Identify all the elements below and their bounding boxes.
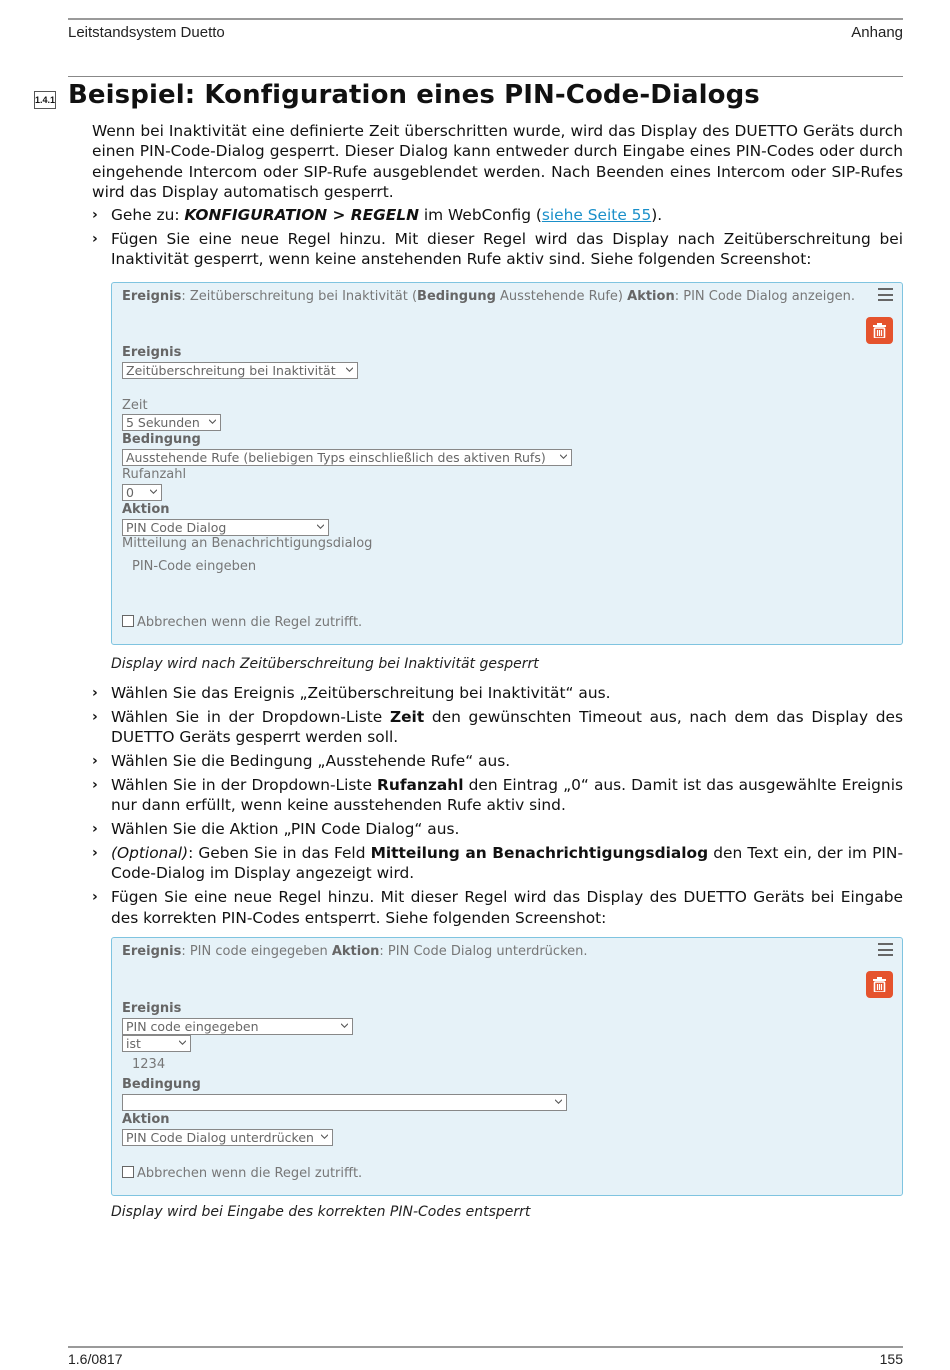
chevron-right-icon: › [92, 231, 98, 248]
chevron-down-icon [346, 366, 353, 373]
ereignis-label: Ereignis [122, 1001, 182, 1016]
chevron-down-icon [317, 523, 324, 530]
zeit-label: Zeit [122, 398, 148, 413]
abbrechen-checkbox[interactable]: Abbrechen wenn die Regel zutrifft. [122, 1166, 362, 1181]
chevron-down-icon [555, 1098, 562, 1105]
chevron-right-icon: › [92, 889, 98, 906]
list-item: › Wählen Sie das Ereignis „Zeitüberschreitung bei Inaktivität“ aus. [92, 684, 611, 702]
ereignis-select[interactable]: Zeitüberschreitung bei Inaktivität [122, 362, 358, 379]
ereignis-label: Ereignis [122, 345, 182, 360]
bedingung-select[interactable]: Ausstehende Rufe (beliebigen Typs einschließlich des aktiven Rufs) [122, 449, 572, 466]
chevron-right-icon: › [92, 753, 98, 770]
section-title: Beispiel: Konfiguration eines PIN-Code-Dialogs [68, 80, 760, 110]
mitteilung-textarea[interactable]: PIN-Code eingeben [122, 555, 894, 599]
chevron-down-icon [560, 453, 567, 460]
abbrechen-checkbox[interactable]: Abbrechen wenn die Regel zutrifft. [122, 615, 362, 630]
rufanzahl-select[interactable]: 0 [122, 484, 162, 501]
chevron-down-icon [209, 418, 216, 425]
intro-block [92, 121, 903, 273]
chevron-right-icon: › [92, 685, 98, 701]
figure-caption: Display wird bei Eingabe des korrekten PIN-Codes entsperrt [111, 1204, 531, 1220]
list-item: › Wählen Sie die Aktion „PIN Code Dialog“ aus. [92, 820, 460, 839]
figure-caption: Display wird nach Zeitüberschreitung bei Inaktivität gesperrt [111, 656, 539, 672]
trash-icon[interactable] [866, 317, 893, 344]
rule-panel-lock [111, 282, 903, 645]
operator-select[interactable]: ist [122, 1035, 191, 1052]
mitteilung-label: Mitteilung an Benachrichtigungsdialog [122, 536, 373, 551]
steps-list [92, 683, 903, 931]
bedingung-select[interactable] [122, 1094, 567, 1111]
rule-summary: Ereignis: Zeitüberschreitung bei Inaktivität (Bedingung Ausstehende Rufe) Aktion: PIN Code Dialog anzeigen. [122, 289, 855, 304]
chevron-down-icon [341, 1022, 348, 1029]
header-rule [68, 18, 903, 20]
page-number: 155 [879, 1351, 903, 1367]
aktion-label: Aktion [122, 1112, 170, 1127]
header-chapter: Anhang [851, 24, 903, 41]
aktion-select[interactable]: PIN Code Dialog [122, 519, 329, 536]
section-rule [68, 76, 903, 77]
list-item: › Wählen Sie in der Dropdown-Liste Rufanzahl den Eintrag „0“ aus. Damit ist das ausgewählte Ereignis nur dann erfüllt, wenn keine ausstehenden Rufe aktiv sind. [92, 775, 903, 815]
chevron-right-icon: › [92, 776, 98, 793]
rule-panel-unlock [111, 937, 903, 1196]
chevron-down-icon [179, 1039, 186, 1046]
footer-rule [68, 1346, 903, 1348]
checkbox-icon[interactable] [122, 1166, 134, 1178]
pin-input[interactable]: 1234 [122, 1055, 894, 1075]
chevron-down-icon [150, 488, 157, 495]
aktion-label: Aktion [122, 502, 170, 517]
trash-icon[interactable] [866, 971, 893, 998]
zeit-select[interactable]: 5 Sekunden [122, 414, 221, 431]
page-link[interactable]: siehe Seite 55 [541, 206, 652, 225]
checkbox-icon[interactable] [122, 615, 134, 627]
chevron-right-icon: › [92, 821, 98, 838]
intro-paragraph: Wenn bei Inaktivität eine definierte Zeit überschritten wurde, wird das Display des DUETTO Geräts durch einen PIN-Code-Dialog gesperrt. Dieser Dialog kann entweder durch Eingabe eines PIN-Codes oder durch eingehende Intercom oder SIP-Rufe ausgeblendet werden. Nach Beenden eines Intercom oder SIP-Rufes wird das Display automatisch gesperrt. [92, 122, 903, 201]
ereignis-select[interactable]: PIN code eingegeben [122, 1018, 353, 1035]
list-item: › Fügen Sie eine neue Regel hinzu. Mit dieser Regel wird das Display nach Zeitüberschreitung bei Inaktivität gesperrt, wenn keine anstehenden Rufe aktiv sind. Siehe folgenden Screenshot: [92, 230, 903, 269]
section-number: 1.4.1 [34, 91, 56, 109]
list-item: › Wählen Sie in der Dropdown-Liste Zeit den gewünschten Timeout aus, nach dem das Display des DUETTO Geräts gesperrt werden soll. [92, 707, 903, 747]
chevron-down-icon [321, 1133, 328, 1140]
footer-version: 1.6/0817 [68, 1351, 123, 1367]
list-item: › Wählen Sie die Bedingung „Ausstehende Rufe“ aus. [92, 752, 511, 771]
bedingung-label: Bedingung [122, 1077, 201, 1092]
rule-summary: Ereignis: PIN code eingegeben Aktion: PIN Code Dialog unterdrücken. [122, 944, 588, 959]
chevron-right-icon: › [92, 708, 98, 725]
aktion-select[interactable]: PIN Code Dialog unterdrücken [122, 1129, 333, 1146]
menu-path: KONFIGURATION > REGELN [184, 206, 419, 225]
list-item: › (Optional): Geben Sie in das Feld Mitteilung an Benachrichtigungsdialog den Text ein, der im PIN-Code-Dialog im Display angezeigt wird. [92, 844, 904, 883]
header-title: Leitstandsystem Duetto [68, 24, 225, 41]
chevron-right-icon: › [92, 207, 98, 224]
chevron-right-icon: › [92, 845, 98, 862]
hamburger-icon[interactable] [878, 943, 893, 956]
list-item: › Gehe zu: KONFIGURATION > REGELN im WebConfig (siehe Seite 55). [92, 206, 663, 225]
list-item: › Fügen Sie eine neue Regel hinzu. Mit dieser Regel wird das Display des DUETTO Geräts bei Eingabe des korrekten PIN-Codes entsperrt. Siehe folgenden Screenshot: [92, 888, 903, 927]
rufanzahl-label: Rufanzahl [122, 467, 187, 482]
bedingung-label: Bedingung [122, 432, 201, 447]
hamburger-icon[interactable] [878, 288, 893, 301]
